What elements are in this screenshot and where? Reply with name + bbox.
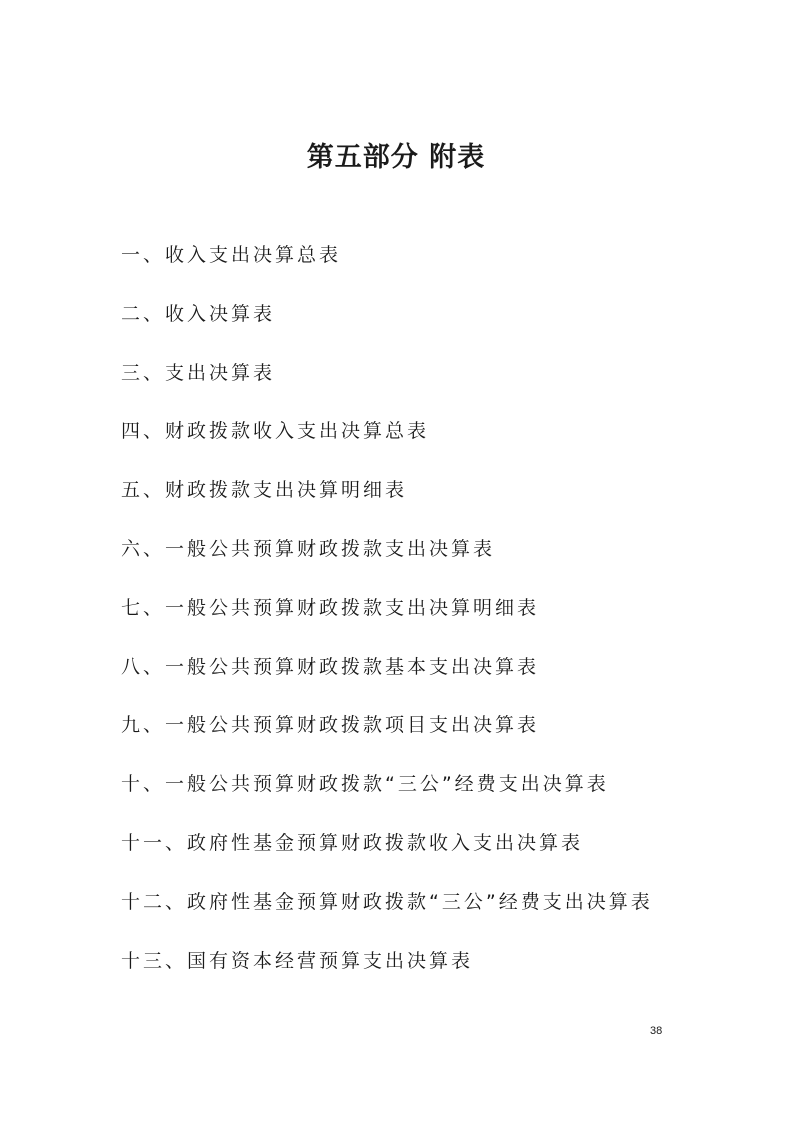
page-title: 第五部分 附表 bbox=[306, 142, 486, 173]
list-item: 七、一般公共预算财政拨款支出决算明细表 bbox=[121, 596, 540, 619]
list-item: 一、收入支出决算总表 bbox=[121, 244, 342, 266]
list-item: 五、财政拨款支出决算明细表 bbox=[121, 479, 408, 502]
list-item: 三、支出决算表 bbox=[121, 361, 276, 384]
list-item: 十二、政府性基金预算财政拨款“三公”经费支出决算表 bbox=[121, 890, 653, 913]
list-item: 四、财政拨款收入支出决算总表 bbox=[121, 420, 430, 443]
list-item: 九、一般公共预算财政拨款项目支出决算表 bbox=[121, 714, 540, 737]
list-item: 六、一般公共预算财政拨款支出决算表 bbox=[121, 537, 496, 560]
list-item: 十一、政府性基金预算财政拨款收入支出决算表 bbox=[121, 831, 584, 854]
page-number: 38 bbox=[650, 1025, 663, 1037]
list-item: 十三、国有资本经营预算支出决算表 bbox=[121, 949, 474, 972]
list-item: 八、一般公共预算财政拨款基本支出决算表 bbox=[121, 655, 540, 678]
list-item: 十、一般公共预算财政拨款“三公”经费支出决算表 bbox=[121, 773, 609, 796]
appendix-list bbox=[121, 240, 653, 1004]
list-item: 二、收入决算表 bbox=[121, 302, 276, 325]
